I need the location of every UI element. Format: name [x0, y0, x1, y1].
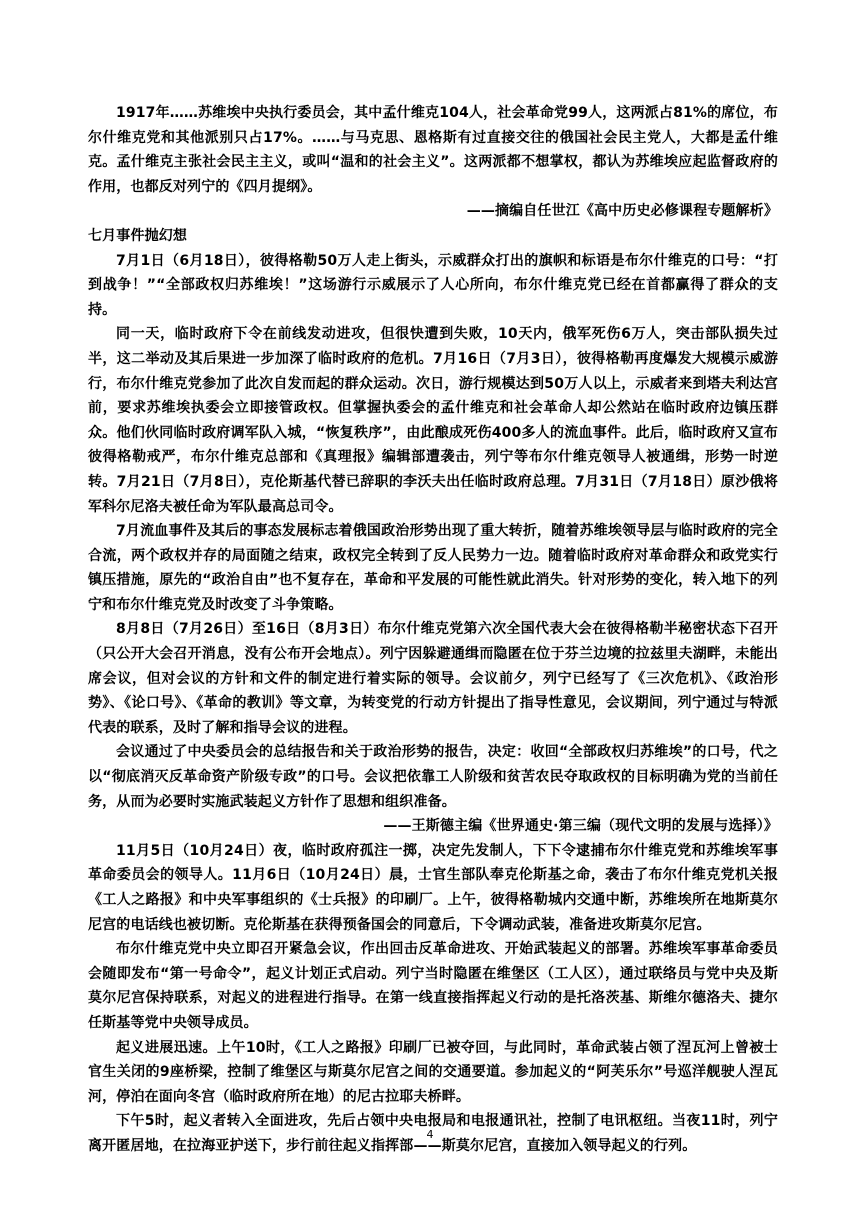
paragraph: 11月5日（10月24日）夜，临时政府孤注一掷，决定先发制人，下下令逮捕布尔什维克党和苏维埃军事革命委员会的领导人。11月6日（10月24日）晨，士官生部队奉克伦斯基之命，袭击了布尔什维克党机关报《工人之路报》和中央军事组织的《士兵报》的印刷厂。上午，彼得格勒城内交通中断，苏维埃所在地斯莫尔尼宫的电话线也被切断。克伦斯基在获得预备国会的同意后，下令调动武装，准备进攻斯莫尔尼宫。 — [88, 842, 778, 933]
paragraph: 下午5时，起义者转入全面进攻，先后占领中央电报局和电报通讯社，控制了电讯枢纽。当夜11时，列宁离开匿居地，在拉海亚护送下，步行前往起义指挥部——斯莫尔尼宫，直接加入领导起义的行列。 — [88, 1113, 778, 1154]
source-citation: ——王斯德主编《世界通史·第三编（现代文明的发展与选择）》 — [383, 818, 778, 835]
paragraph: 同一天，临时政府下令在前线发动进攻，但很快遭到失败，10天内，俄军死伤6万人，突击部队损失过半，这二举动及其后果进一步加深了临时政府的危机。7月16日（7月3日），彼得格勒再度爆发大规模示威游行，布尔什维克党参加了此次自发而起的群众运动。次日，游行规模达到50万人以上，示威者来到塔夫利达宫前，要求苏维埃执委会立即接管政权。但掌握执委会的孟什维克和社会革命人却公然站在临时政府边镇压群众。他们伙同临时政府调军队入城，“恢复秩序”，由此酿成死伤400多人的流血事件。此后，临时政府又宣布彼得格勒戒严，布尔什维克总部和《真理报》编辑部遭袭击，列宁等布尔什维克领导人被通缉，形势一时逆转。7月21日（7月8日），克伦斯基代替已辞职的李沃夫出任临时政府总理。7月31日（7月18日）原沙俄将军科尔尼洛夫被任命为军队最高总司令。 — [88, 326, 778, 515]
document-body — [88, 101, 778, 1159]
paragraph: 7月1日（6月18日），彼得格勒50万人走上街头，示威群众打出的旗帜和标语是布尔什维克的口号：“打到战争！”“全部政权归苏维埃！”这场游行示威展示了人心所向，布尔什维克党已经在首都赢得了群众的支持。 — [88, 252, 778, 318]
paragraph: 8月8日（7月26日）至16日（8月3日）布尔什维克党第六次全国代表大会在彼得格勒半秘密状态下召开（只公开大会召开消息，没有公布开会地点）。列宁因躲避通缉而隐匿在位于芬兰边境的拉兹里夫湖畔，未能出席会议，但对会议的方针和文件的制定进行着实际的领导。会议前夕，列宁已经写了《三次危机》、《政治形势》、《论口号》、《革命的教训》等文章，为转变党的行动方针提出了指导性意见，会议期间，列宁通过与特派代表的联系，及时了解和指导会议的进程。 — [88, 621, 778, 736]
paragraph: 布尔什维克党中央立即召开紧急会议，作出回击反革命进攻、开始武装起义的部署。苏维埃军事革命委员会随即发布“第一号命令”，起义计划正式启动。列宁当时隐匿在维堡区（工人区），通过联络员与党中央及斯莫尔尼宫保持联系，对起义的进程进行指导。在第一线直接指挥起义行动的是托洛茨基、斯维尔德洛夫、捷尔任斯基等党中央领导成员。 — [88, 941, 778, 1031]
page-number: 4 — [426, 1128, 434, 1141]
paragraph: 会议通过了中央委员会的总结报告和关于政治形势的报告，决定：收回“全部政权归苏维埃”的口号，代之以“彻底消灭反革命资产阶级专政”的口号。会议把依靠工人阶级和贫苦农民夺取政权的目标明确为党的当前任务，从而为必要时实施武装起义方针作了思想和组织准备。 — [88, 744, 778, 810]
paragraph: 1917年……苏维埃中央执行委员会，其中孟什维克104人，社会革命党99人，这两派占81%的席位，布尔什维克党和其他派别只占17%。……与马克思、恩格斯有过直接交往的俄国社会民主党人，大都是孟什维克。孟什维克主张社会民主主义，或叫“温和的社会主义”。这两派都不想掌权，都认为苏维埃应起监督政府的作用，也都反对列宁的《四月提纲》。 — [88, 105, 778, 195]
paragraph: 起义进展迅速。上午10时，《工人之路报》印刷厂已被夺回，与此同时，革命武装占领了涅瓦河上曾被士官生关闭的9座桥梁，控制了维堡区与斯莫尔尼宫之间的交通要道。参加起义的“阿芙乐尔”号巡洋舰驶人涅瓦河，停泊在面向冬宫（临时政府所在地）的尼古拉耶夫桥畔。 — [88, 1039, 778, 1105]
source-citation: ——摘编自任世江《高中历史必修课程专题解析》 — [466, 203, 778, 220]
section-heading: 七月事件抛幻想 — [88, 227, 188, 244]
paragraph: 7月流血事件及其后的事态发展标志着俄国政治形势出现了重大转折，随着苏维埃领导层与临时政府的完全合流，两个政权并存的局面随之结束，政权完全转到了反人民势力一边。随着临时政府对革命群众和政党实行镇压措施，原先的“政治自由”也不复存在，革命和平发展的可能性就此消失。针对形势的变化，转入地下的列宁和布尔什维克党及时改变了斗争策略。 — [88, 523, 778, 613]
